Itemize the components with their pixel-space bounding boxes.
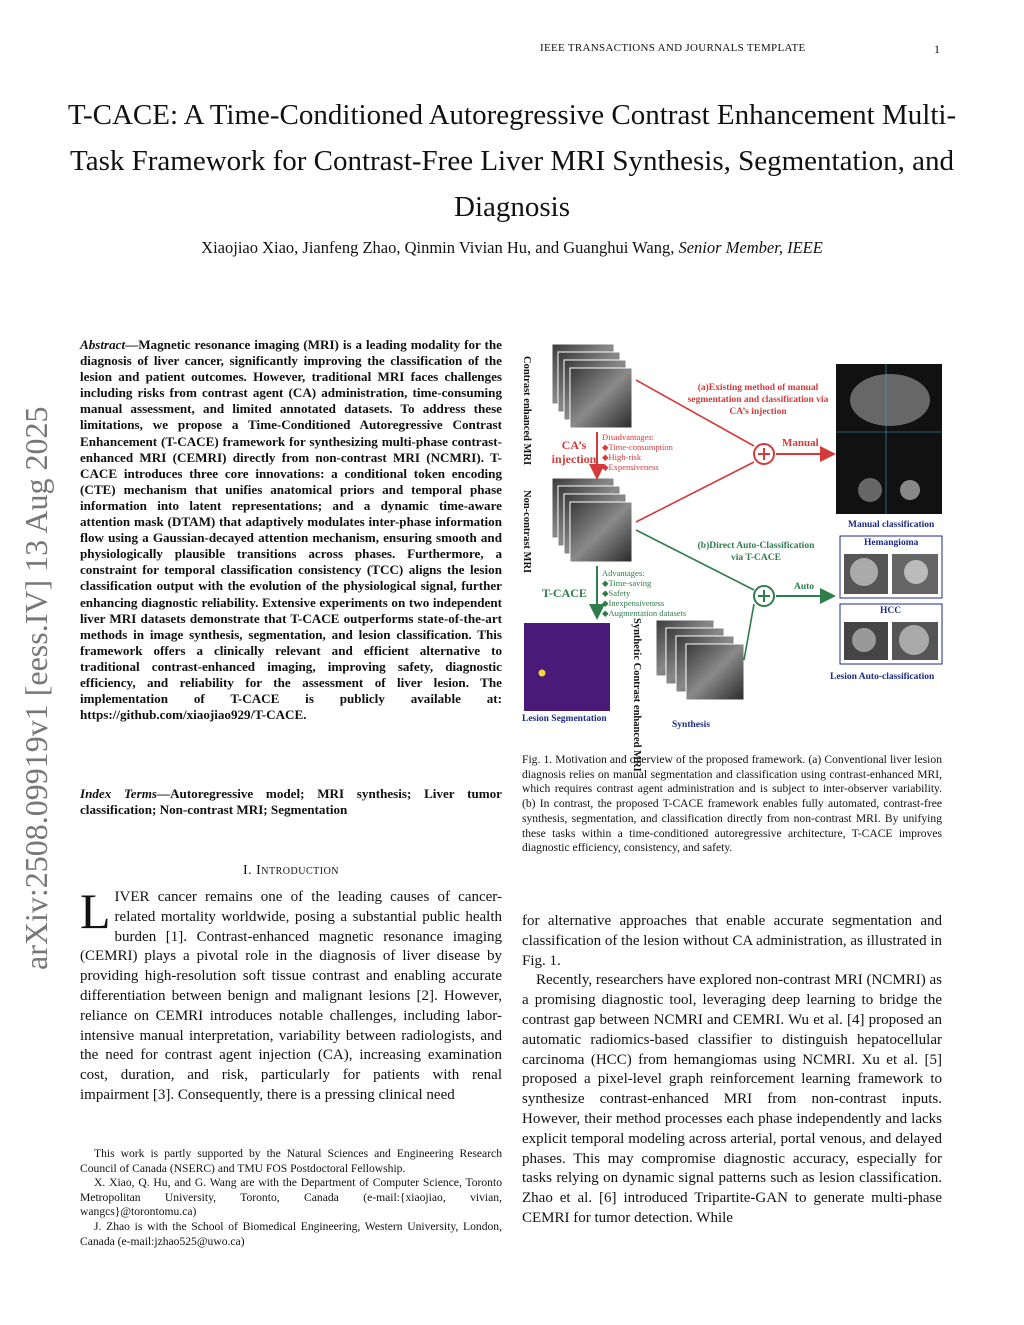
intro-text: cancer remains one of the leading causes of cancer-related mortality worldwide, posing a substantial public health burden [1]. Contrast-enhanced magnetic resonance imaging (CEMRI) plays a pivotal role in the diagnosis of liver disease by providing high-resolution soft tissue contrast and enabling accurate differentiation between benign and malignant lesions [2]. However, reliance on CEMRI introduces notable challenges, including labor-intensive manual interpretation, variability between radiologists, and the need for contrast agent injection (CA), increasing examination cost, duration, and risk, particularly for patients with renal impairment [3]. Consequently, there is a pressing clinical need: [80, 889, 502, 1103]
author-names: Xiaojiao Xiao, Jianfeng Zhao, Qinmin Vivian Hu, and Guanghui Wang,: [201, 238, 675, 257]
label-auto: Auto: [794, 582, 815, 592]
section-number: I.: [242, 863, 253, 878]
section-title: Introduction: [256, 863, 340, 878]
disadvantages-list: [602, 432, 673, 472]
label-manual: Manual: [782, 437, 819, 449]
label-non-contrast: Non-contrast MRI: [521, 490, 532, 574]
right-column-text: [522, 912, 942, 1229]
label-tcace: T-CACE: [542, 586, 587, 600]
related-work-paragraph: Recently, researchers have explored non-contrast MRI (NCMRI) as a promising diagnostic tool, leveraging deep learning to bridge the contrast gap between NCMRI and CEMRI. Wu et al. [4] proposed an automatic radiomics-based classifier to distinguish hepatocellular carcinoma (HCC) from hemangiomas using NCMRI. Xu et al. [5] proposed a pixel-level graph reinforcement learning framework to synthesize contrast-enhanced MRI from non-contrast inputs. However, their method processes each phase independently and lacks explicit temporal modeling across arterial, portal venous, and delayed phases. This may compromise diagnostic accuracy, especially for tasks relying on dynamic signal patterns such as lesion classification. Zhao et al. [6] introduced Tripartite-GAN to generate multi-phase CEMRI for tumor detection. While: [522, 972, 942, 1226]
label-contrast-enhanced: Contrast enhanced MRI: [521, 356, 532, 466]
page-number: 1: [934, 42, 940, 56]
label-manual-classification: Manual classification: [848, 520, 935, 530]
label-lesion-segmentation: Lesion Segmentation: [522, 714, 607, 724]
label-hcc: HCC: [880, 606, 902, 616]
abstract: [80, 337, 502, 723]
disadvantage-item: ◆Time-consumption: [602, 442, 673, 452]
intro-continuation: for alternative approaches that enable accurate segmentation and classification of the lesion without CA administration, as illustrated in Fig. 1.: [522, 913, 942, 969]
drop-cap: L: [80, 883, 111, 939]
disadvantages-heading: Disadvantages:: [602, 432, 654, 442]
section-heading: [80, 863, 502, 879]
segmented-lesion: [539, 670, 546, 677]
figure-1: [518, 340, 946, 772]
advantage-item: ◆Inexpensiveness: [602, 598, 665, 608]
label-direct-auto: (b)Direct Auto-Classification via T-CACE: [697, 541, 815, 563]
label-hemangioma: Hemangioma: [864, 538, 919, 548]
advantage-item: ◆Time-saving: [602, 578, 652, 588]
green-line-lower: [744, 604, 754, 660]
running-head: IEEE TRANSACTIONS AND JOURNALS TEMPLATE: [540, 42, 806, 54]
footnote-affiliation-2: J. Zhao is with the School of Biomedical Engineering, Western University, London, Canada (e-mail:jzhao525@uwo.ca): [80, 1219, 502, 1248]
abstract-text: —Magnetic resonance imaging (MRI) is a leading modality for the diagnosis of liver cancer, significantly improving the classification of the lesion and patient outcomes. However, traditional MRI faces challenges including risks from contrast agent (CA) administration, time-consuming manual assessment, and limited annotated datasets. To address these limitations, we propose a Time-Conditioned Autoregressive Contrast Enhancement (T-CACE) framework for synthesizing multi-phase contrast-enhanced MRI (CEMRI) directly from non-contrast MRI (NCMRI). T-CACE introduces three core innovations: a conditional token encoding (CTE) mechanism that unifies anatomical priors and temporal phase information into latent representations; and a dynamic time-aware attention mask (DTAM) that adaptively modulates inter-phase information flow using a Gaussian-decayed attention mechanism, ensuring smooth and physiologically plausible transitions across phases. Furthermore, a constraint for temporal classification consistency (TCC) aligns the lesion classification output with the evolution of the physiological signal, further enhancing diagnostic reliability. Extensive experiments on two independent liver MRI datasets demonstrate that T-CACE outperforms state-of-the-art methods in image synthesis, segmentation, and lesion classification. This framework offers a clinically relevant and efficient alternative to traditional contrast-enhanced imaging, improving safety, diagnostic efficiency, and reliability for the assessment of liver lesion. The implementation of T-CACE is publicly available at: https://github.com/xiaojiao929/T-CACE.: [80, 337, 502, 723]
disadvantage-item: ◆High-risk: [602, 452, 642, 462]
author-line: [60, 238, 964, 258]
synthesis-mri-stack: [656, 620, 744, 700]
footnote-funding: This work is partly supported by the Natural Sciences and Engineering Research Council of Canada (NSERC) and TMU FOS Postdoctoral Fellowship.: [80, 1147, 502, 1175]
label-lesion-auto-classification: Lesion Auto-classification: [830, 672, 935, 682]
abstract-lead: Abstract: [80, 337, 126, 352]
label-existing-method: (a)Existing method of manual segmentation and classification via CA’s injection: [687, 383, 829, 417]
arxiv-stamp: [10, 360, 70, 980]
index-terms-lead: Index Terms: [80, 786, 157, 801]
advantage-item: ◆Safety: [602, 588, 631, 598]
lesion-segmentation-map: [524, 623, 610, 711]
label-synthesis: Synthesis: [672, 720, 711, 730]
label-ca-injection: CA’s injection: [551, 438, 597, 466]
intro-paragraph: [80, 883, 502, 1106]
intro-first-word: IVER: [114, 889, 150, 905]
label-synthetic: Synthetic Contrast enhanced MRI: [631, 618, 642, 772]
advantages-list: [602, 568, 686, 618]
paper-title: T-CACE: A Time-Conditioned Autoregressive Contrast Enhancement Multi-Task Framework for Contrast-Free Liver MRI Synthesis, Segmentation, and Diagnosis: [67, 99, 957, 223]
footnotes: [80, 1147, 502, 1249]
footnote-affiliation-1: X. Xiao, Q. Hu, and G. Wang are with the Department of Computer Science, Toronto Metropolitan University, Toronto, Canada (e-mail:{xiaojiao, vivian, wangcs}@torontomu.ca): [80, 1176, 502, 1219]
index-terms: [80, 786, 502, 818]
figure-caption: Fig. 1. Motivation and overview of the proposed framework. (a) Conventional liver lesion diagnosis relies on manual segmentation and classification using contrast-enhanced MRI, which requires contrast agent administration and is subject to inter-observer variability. (b) In contrast, the proposed T-CACE framework enables fully automated, contrast-free synthesis, segmentation, and classification directly from non-contrast MRI. By unifying these tasks within a time-conditioned autoregressive architecture, T-CACE improves diagnostic efficiency, consistency, and safety.: [522, 753, 942, 855]
non-contrast-mri-stack: [552, 478, 632, 562]
arxiv-stamp-text: arXiv:2508.09919v1 [eess.IV] 13 Aug 2025: [18, 406, 54, 970]
disadvantage-item: ◆Expensiveness: [602, 462, 659, 472]
index-terms-text: —Autoregressive model; MRI synthesis; Liver tumor classification; Non-contrast MRI; Segmentation: [80, 786, 502, 818]
author-membership: Senior Member, IEEE: [678, 238, 823, 257]
contrast-mri-stack: [552, 344, 632, 428]
advantage-item: ◆Augmentation datasets: [602, 608, 687, 618]
advantages-heading: Advantages:: [602, 568, 645, 578]
